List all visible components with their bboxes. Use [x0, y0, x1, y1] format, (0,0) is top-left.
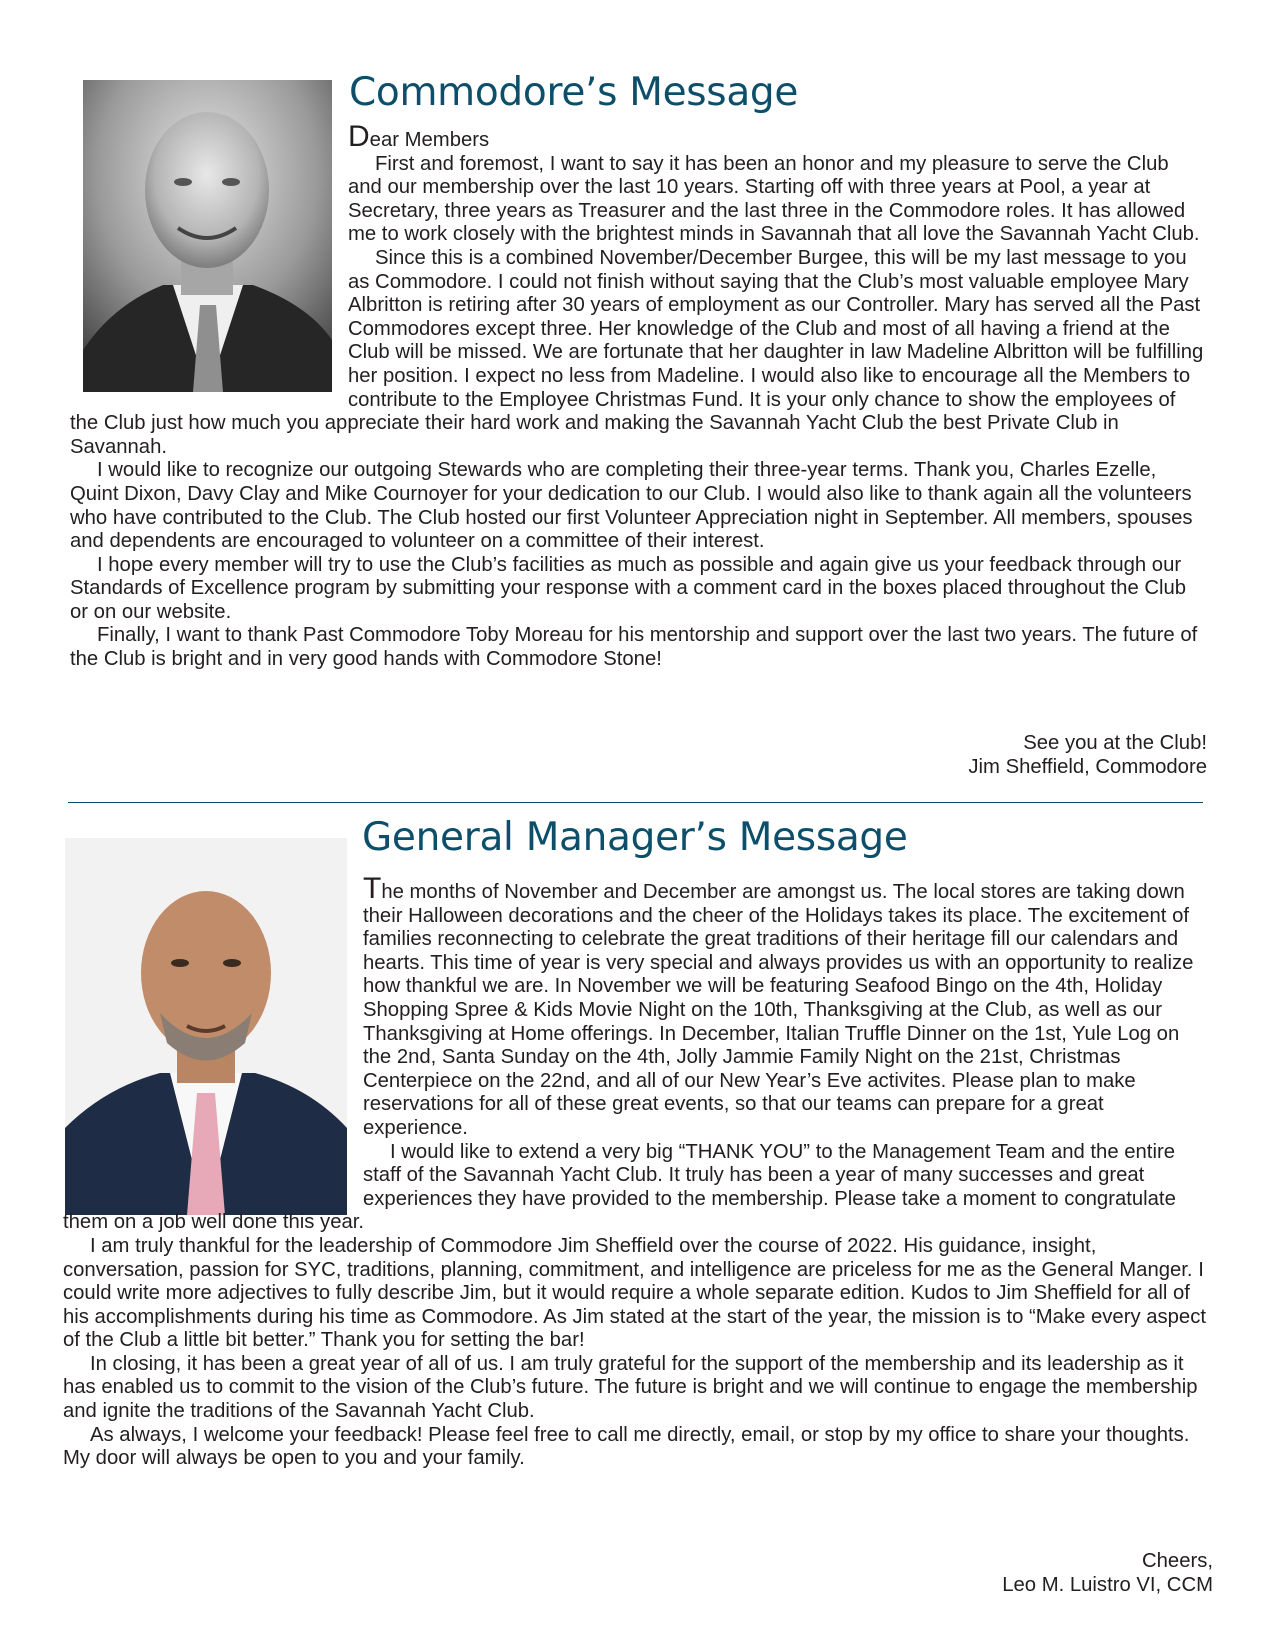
gm-paragraph-4: In closing, it has been a great year of all of us. I am truly grateful for the support of the membership and its leadership as it has enabled us to commit to the vision of the Club’s future. The future is bright and we will continue to engage the membership and ignite the traditions of the Savannah Yacht Club. — [63, 1352, 1198, 1423]
gm-paragraph-1-text: he months of November and December are amongst us. The local stores are taking down their Halloween decorations and the cheer of the Holidays takes its place. The excitement of families reconnecting to celebrate the great traditions of their heritage fill our calendars and hearts. This time of year is very special and always provides us with an opportunity to realize how thankful we are. In November we will be featuring Seafood Bingo on the 4th, Holiday Shopping Spree & Kids Movie Night on the 10th, Thanksgiving at the Club, as well as our Thanksgiving at Home offerings. In December, Italian Truffle Dinner on the 1st, Yule Log on the 2nd, Santa Sunday on the 4th, Jolly Jammie Family Night on the 21st, Christmas Centerpiece on the 22nd, and all of our New Year’s Eve activites. Please plan to make reservations for all of these great events, so that our teams can prepare for a great experience. — [363, 881, 1194, 1139]
commodore-paragraph-4: I hope every member will try to use the Club’s facilities as much as possible and again give us your feedback through our Standards of Excellence program by submitting your response with a comment card in the boxes placed throughout the Club or on our website. — [70, 553, 1187, 623]
gm-signature: Leo M. Luistro VI, CCM — [1002, 1574, 1213, 1596]
gm-signoff — [1002, 1549, 1213, 1597]
section-divider — [68, 802, 1203, 803]
commodore-paragraph-2: Since this is a combined November/December Burgee, this will be my last message to you as Commodore. I could not finish without saying that the Club’s most valuable employee Mary Albritton is retiring after 30 years of employment as our Controller. Mary has served all the Past Commodores except three. Her knowledge of the Club and most of all having a friend at the Club will be missed. We are fortunate that her daughter in law Madeline Albritton will be fulfilling her position. I expect no less from Madeline. I would also like to encourage all the Members to contribute to the Employee Christmas Fund. It is your only chance to show the employees of the Club just how much you appreciate their hard work and making the Savannah Yacht Club the best Private Club in Savannah. — [70, 246, 1204, 458]
commodore-salutation-initial: D — [348, 120, 370, 153]
gm-paragraph-3: I am truly thankful for the leadership of Commodore Jim Sheffield over the course of 2022. His guidance, insight, conversation, passion for SYC, traditions, planning, commitment, and intelligence are priceless for me as the General Manger. I could write more adjectives to fully describe Jim, but it would require a whole separate edition. Kudos to Jim Sheffield for all of his accomplishments during his time as Commodore. As Jim stated at the start of the year, the mission is to “Make every aspect of the Club a little bit better.” Thank you for setting the bar! — [63, 1234, 1206, 1352]
commodore-signoff — [968, 731, 1207, 779]
commodore-paragraph-3: I would like to recognize our outgoing Stewards who are completing their three-year terms. Thank you, Charles Ezelle, Quint Dixon, Davy Clay and Mike Cournoyer for your dedication to our Club. I would also like to thank again all the volunteers who have contributed to the Club. The Club hosted our first Volunteer Appreciation night in September. All members, spouses and dependents are encouraged to volunteer on a committee of their interest. — [70, 459, 1193, 553]
commodore-photo-spacer — [70, 127, 348, 407]
commodore-heading: Commodore’s Message — [349, 70, 799, 115]
gm-closing: Cheers, — [1141, 1550, 1213, 1572]
commodore-paragraph-1: First and foremost, I want to say it has been an honor and my pleasure to serve the Club and our membership over the last 10 years. Starting off with three years at Pool, a year at Secretary, three years as Treasurer and the last three in the Commodore roles. It has allowed me to work closely with the brightest minds in Savannah that all love the Savannah Yacht Club. — [348, 152, 1200, 246]
gm-heading: General Manager’s Message — [362, 815, 908, 860]
gm-body — [63, 872, 1210, 1471]
gm-photo-spacer — [63, 879, 363, 1207]
commodore-paragraph-5: Finally, I want to thank Past Commodore Toby Moreau for his mentorship and support over the last two years. The future of the Club is bright and in very good hands with Commodore Stone! — [70, 624, 1198, 671]
commodore-signature: Jim Sheffield, Commodore — [968, 756, 1207, 778]
commodore-closing: See you at the Club! — [1023, 732, 1207, 754]
gm-paragraph-5: As always, I welcome your feedback! Please feel free to call me directly, email, or stop by my office to share your thoughts. My door will always be open to you and your family. — [63, 1423, 1190, 1470]
gm-opening-initial: T — [363, 872, 382, 905]
commodore-salutation-rest: ear Members — [369, 129, 490, 151]
gm-paragraph-2: I would like to extend a very big “THANK YOU” to the Management Team and the entire staff of the Savannah Yacht Club. It truly has been a year of many successes and great experiences they have provided to the membership. Please take a moment to congratulate them on a job well done this year. — [63, 1140, 1176, 1234]
commodore-body — [70, 120, 1208, 672]
